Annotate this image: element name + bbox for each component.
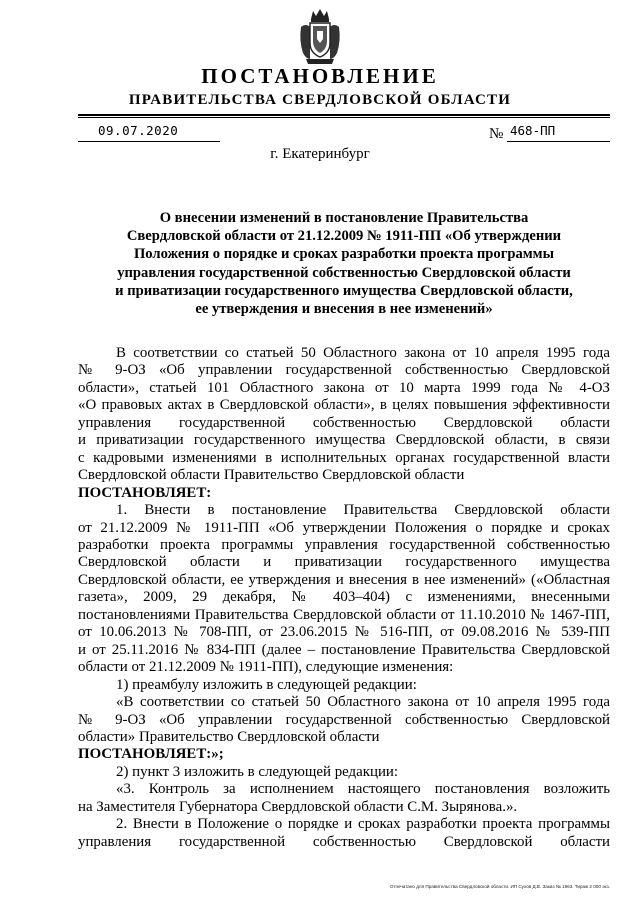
resolves-label: ПОСТАНОВЛЯЕТ: xyxy=(78,484,212,501)
document-city: г. Екатеринбург xyxy=(270,146,370,162)
body-line: № 9-ОЗ «Об управлении государственной собственностью Свердловской xyxy=(78,711,610,728)
document-number: 468-ПП xyxy=(510,123,556,138)
body-line: области», статьей 101 Областного закона от 10 марта 1999 года № 4-ОЗ xyxy=(78,379,610,396)
heading-line: и приватизации государственного имущества Свердловской области, xyxy=(115,282,573,299)
heading-line: ее утверждения и внесения в нее изменений» xyxy=(195,301,493,318)
body-line: управления государственной собственностью Свердловской области xyxy=(78,414,610,431)
heading-line: управления государственной собственностью Свердловской области xyxy=(117,264,571,281)
body-line: области» Правительство Свердловской области xyxy=(78,728,380,745)
body-line: В соответствии со статьей 50 Областного закона от 10 апреля 1995 года xyxy=(116,345,610,361)
number-sign: № xyxy=(489,126,504,142)
document-issuer: ПРАВИТЕЛЬСТВА СВЕРДЛОВСКОЙ ОБЛАСТИ xyxy=(128,92,512,108)
body-line: № 9-ОЗ «Об управлении государственной собственностью Свердловской xyxy=(78,362,610,379)
header-divider xyxy=(78,114,610,116)
body-line: «В соответствии со статьей 50 Областного закона от 10 апреля 1995 года xyxy=(116,694,610,711)
body-line: 1) преамбулу изложить в следующей редакции: xyxy=(116,676,417,693)
body-line: Свердловской области Правительство Свердловской области xyxy=(78,467,465,484)
body-line: управления государственной собственностью Свердловской области xyxy=(78,833,610,850)
body-line: разработки проекта программы управления государственной собственностью xyxy=(78,536,610,553)
document-date: 09.07.2020 xyxy=(98,123,179,138)
body-line: от 10.06.2013 № 708-ПП, от 23.06.2015 № 516-ПП, от 09.08.2016 № 539-ПП xyxy=(78,624,610,641)
body-line: области от 21.12.2009 № 1911-ПП), следующие изменения: xyxy=(78,659,454,676)
body-line: и от 25.11.2016 № 834-ПП (далее – постановление Правительства Свердловской xyxy=(78,641,610,658)
body-line: 2. Внести в Положение о порядке и сроках разработки проекта программы xyxy=(116,816,610,833)
body-line: газета», 2009, 29 декабря, № 403–404) с изменениями, внесенными xyxy=(78,589,610,606)
coat-of-arms-emblem xyxy=(298,7,342,65)
body-line: постановлениями Правительства Свердловской области от 11.10.2010 № 1467-ПП, xyxy=(78,606,610,623)
heading-line: О внесении изменений в постановление Правительства xyxy=(159,210,529,226)
print-footer: Отпечатано для Правительства Свердловской области. ИП Сухов Д.В. Заказ № 1963. Тираж 2 000 экз. xyxy=(389,884,610,889)
document-title: ПОСТАНОВЛЕНИЕ xyxy=(201,64,439,88)
body-line: 2) пункт 3 изложить в следующей редакции: xyxy=(116,763,399,780)
body-line: 1. Внести в постановление Правительства Свердловской области xyxy=(116,502,610,519)
document-body xyxy=(78,345,610,851)
body-line: «3. Контроль за исполнением настоящего постановления возложить xyxy=(116,781,610,798)
body-line: от 21.12.2009 № 1911-ПП «Об утверждении Положения о порядке и сроках xyxy=(78,519,610,536)
resolves-label: ПОСТАНОВЛЯЕТ:»; xyxy=(78,746,224,763)
date-underline xyxy=(78,141,220,142)
number-underline xyxy=(507,141,610,142)
body-line: и приватизации государственного имущества Свердловской области, в связи xyxy=(78,432,610,449)
heading-line: Свердловской области от 21.12.2009 № 1911-ПП «Об утверждении xyxy=(126,228,562,245)
body-line: Свердловской области и приватизации государственного имущества xyxy=(78,554,610,571)
body-line: «О правовых актах в Свердловской области», в целях повышения эффективности xyxy=(78,397,610,414)
body-line: с кадровыми изменениями в исполнительных органах государственной власти xyxy=(78,449,610,466)
body-line: Свердловской области, ее утверждения и внесения в нее изменений» («Областная xyxy=(78,571,610,588)
heading-line: Положения о порядке и сроках разработки проекта программы xyxy=(133,246,555,263)
header-divider-thin xyxy=(78,117,610,118)
document-heading xyxy=(78,209,610,318)
body-line: на Заместителя Губернатора Свердловской области С.М. Зырянова.». xyxy=(78,798,518,815)
